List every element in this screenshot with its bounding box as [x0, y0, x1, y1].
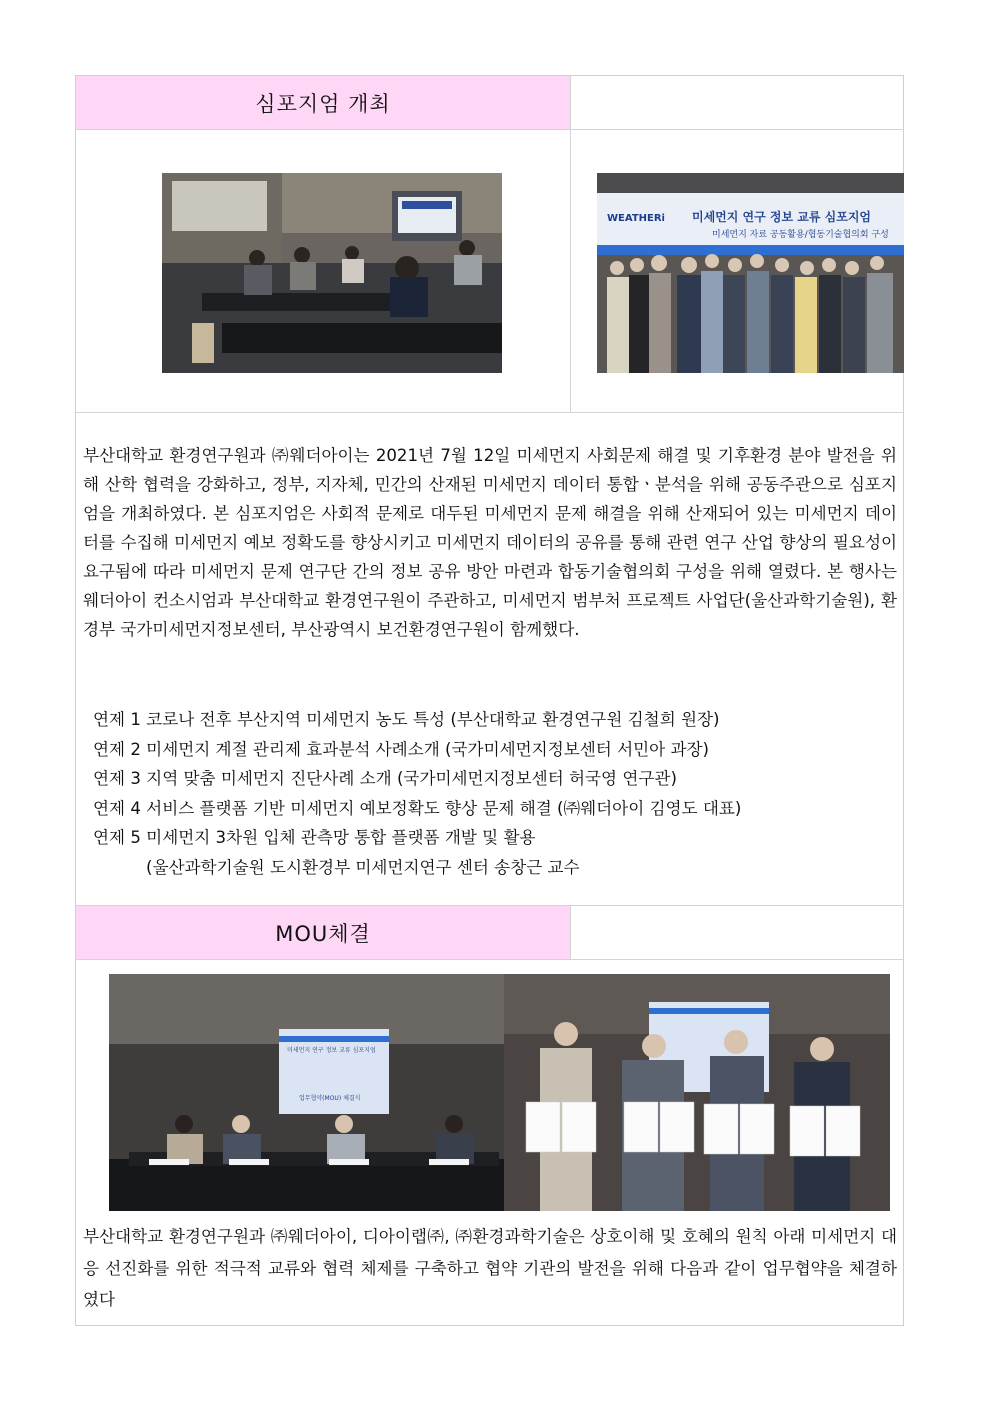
intro-paragraph-text: 부산대학교 환경연구원과 ㈜웨더아이는 2021년 7월 12일 미세먼지 사회문제 해결 및 기후환경 분야 발전을 위해 산학 협력을 강화하고, 정부, 지자체, 민간의 산재된 미세먼지 데이터 통합ㆍ분석을 위해 공동주관으로 심포지엄을 개최하였다. 본 심포지엄은 사회적 문제로 대두된 미세먼지 문제 해결을 위해 산재되어 있는 미세먼지 데이터를 수집해 미세먼지 예보 정확도를 향상시키고 미세먼지 데이터의 공유를 통해 관련 연구 산업 향상의 필요성이 요구됨에 따라 미세먼지 문제 연구단 간의 정보 공유 방안 마련과 합동기술협의회 구성을 위해 열렸다. 본 행사는 웨더아이 컨소시엄과 부산대학교 환경연구원이 주관하고, 미세먼지 범부처 프로젝트 사업단(울산과학기술원), 환경부 국가미세먼지정보센터, 부산광역시 보건환경연구원이 함께했다. [83, 446, 897, 639]
banner-title: 미세먼지 연구 정보 교류 심포지엄 [692, 210, 872, 224]
symposium-group-photo [597, 173, 904, 373]
talk-item: 연제 5 미세먼지 3차원 입체 관측망 통합 플랫폼 개발 및 활용 [93, 828, 536, 847]
divider [75, 129, 904, 130]
talks-list [93, 705, 741, 882]
section-title: 심포지엄 개최 [255, 91, 391, 116]
talk-item: 연제 4 서비스 플랫폼 기반 미세먼지 예보정확도 향상 문제 해결 (㈜웨더아이 김영도 대표) [93, 798, 742, 818]
section-title: MOU체결 [275, 921, 371, 946]
mou-paragraph-text: 부산대학교 환경연구원과 ㈜웨더아이, 디아이랩㈜, ㈜환경과학기술은 상호이해 및 호혜의 원칙 아래 미세먼지 대응 선진화를 위한 적극적 교류와 협력 체제를 구축하고 협약 기관의 발전을 위해 다음과 같이 업무협약을 체결하였다 [83, 1227, 897, 1309]
intro-paragraph [83, 441, 897, 644]
divider [75, 959, 904, 960]
mou-signing-photo [109, 974, 504, 1211]
section-header-mou [76, 906, 570, 959]
talk-item: 연제 1 코로나 전후 부산지역 미세먼지 농도 특성 (부산대학교 환경연구원 김철희 원장) [93, 710, 720, 729]
banner-subtitle: 미세먼지 자료 공동활용/협동기술협의회 구성 [712, 230, 889, 240]
divider [570, 905, 571, 959]
talk-item: 연제 3 지역 맞춤 미세먼지 진단사례 소개 (국가미세먼지정보센터 허국영 연구관) [93, 769, 677, 788]
talk-item: 연제 2 미세먼지 계절 관리제 효과분석 사례소개 (국가미세먼지정보센터 서민아 과장) [93, 739, 709, 759]
divider [75, 412, 904, 413]
banner-logo: WEATHERi [607, 213, 665, 224]
mou-paragraph [83, 1221, 897, 1316]
mou-banner-title: 미세먼지 연구 정보 교류 심포지엄 [287, 1047, 376, 1054]
symposium-audience-photo [162, 173, 502, 373]
mou-banner-caption: 업무협약(MOU) 체결식 [299, 1095, 361, 1102]
talk-item-speaker: (울산과학기술원 도시환경부 미세먼지연구 센터 송창근 교수 [146, 857, 580, 877]
section-header-symposium [76, 76, 570, 129]
divider [570, 75, 571, 413]
mou-documents-photo [504, 974, 890, 1211]
